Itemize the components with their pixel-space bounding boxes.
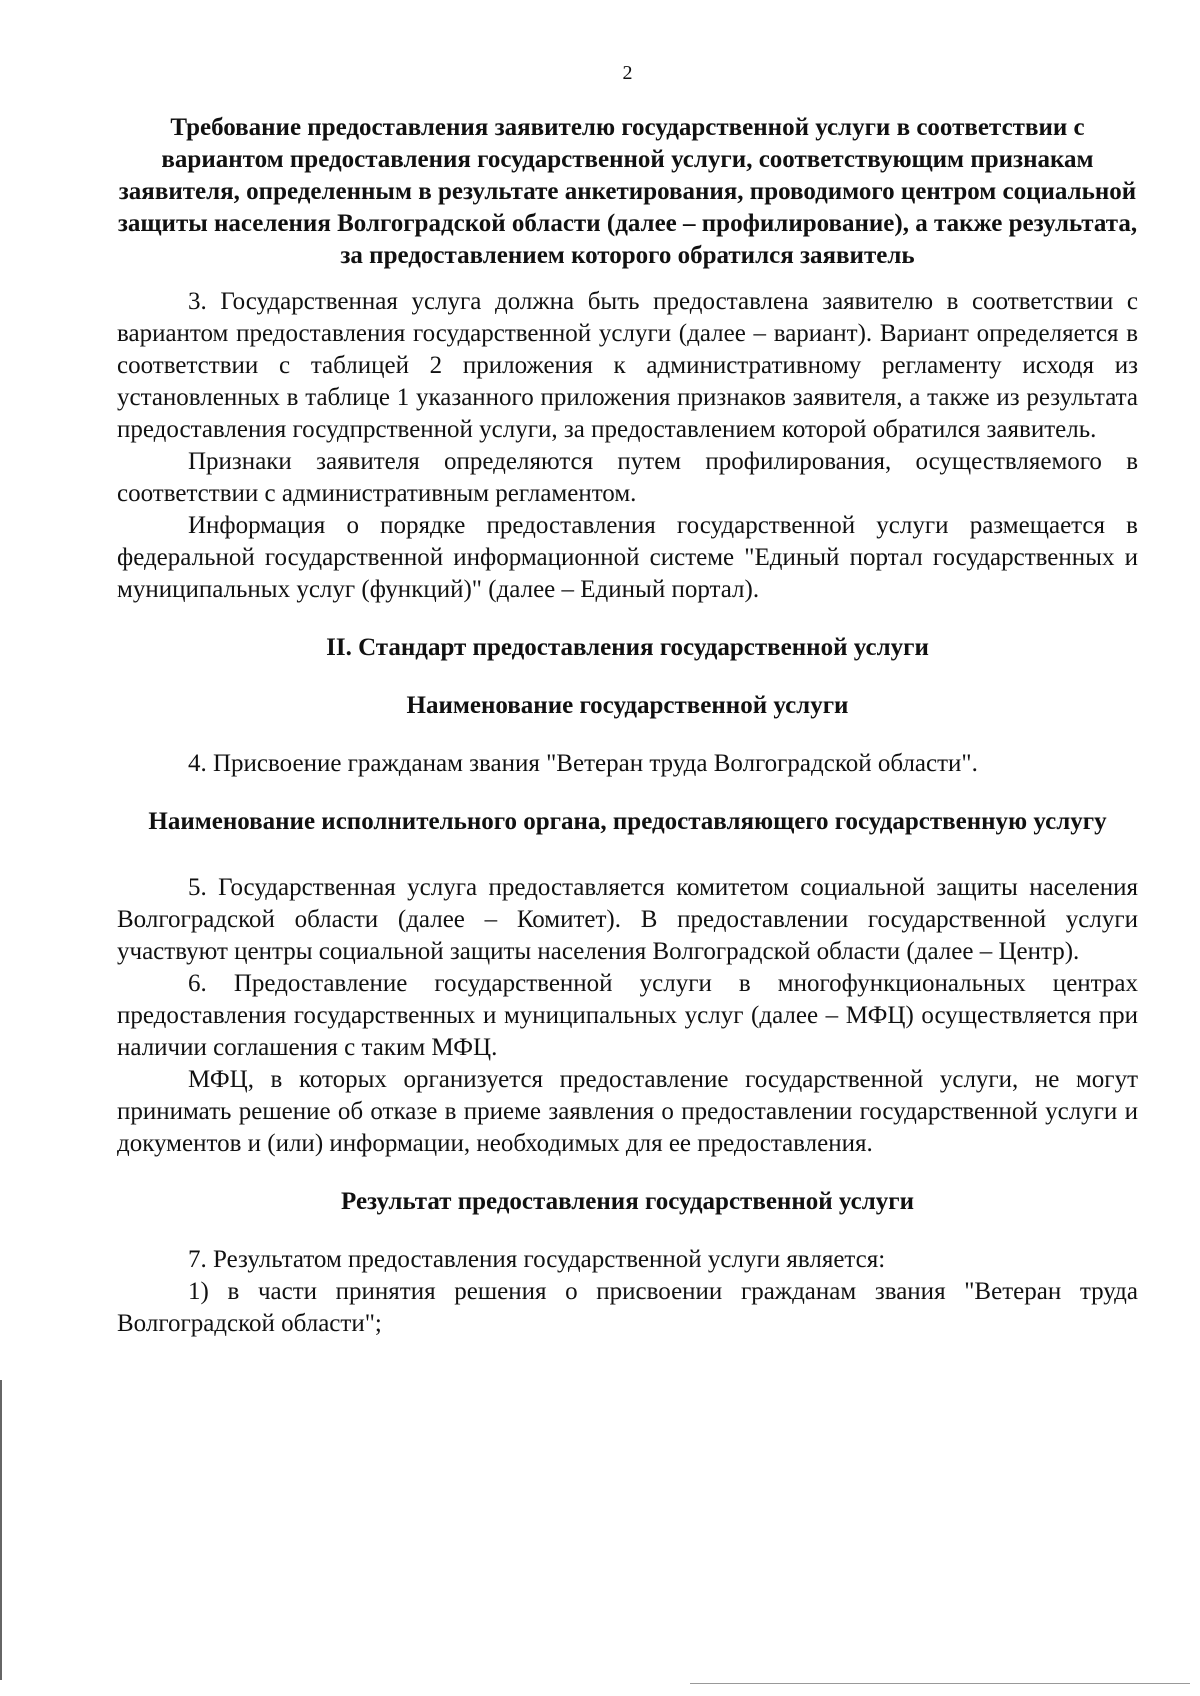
heading-requirement: Требование предоставления заявителю государственной услуги в соответствии с вариантом предоставления государственной услуги, соответствующим признакам заявителя, определенным в результате анкетирования, проводимого центром социальной защиты населения Волгоградской области (далее – профилирование), а также результата, за предоставлением которого обратился заявитель: [117, 114, 1138, 269]
scan-bottom-line: [690, 1683, 1190, 1684]
paragraph-6: 6. Предоставление государственной услуги в многофункциональных центрах предоставления государственных и муниципальных услуг (далее – МФЦ) осуществляется при наличии соглашения с таким МФЦ.: [117, 970, 1138, 1061]
paragraph-7-item-1: 1) в части принятия решения о присвоении гражданам звания "Ветеран труда Волгоградской области";: [117, 1278, 1138, 1337]
paragraph-4: 4. Присвоение гражданам звания "Ветеран труда Волгоградской области".: [188, 750, 978, 777]
heading-result: Результат предоставления государственной услуги: [341, 1188, 914, 1215]
heading-section-2: II. Стандарт предоставления государственной услуги: [326, 634, 929, 661]
paragraph-5: 5. Государственная услуга предоставляется комитетом социальной защиты населения Волгоградской области (далее – Комитет). В предоставлении государственной услуги участвуют центры социальной защиты населения Волгоградской области (далее – Центр).: [117, 874, 1138, 965]
document-body: [117, 112, 1138, 1340]
paragraph-3-portal: Информация о порядке предоставления государственной услуги размещается в федеральной государственной информационной системе "Единый портал государственных и муниципальных услуг (функций)" (далее – Единый портал).: [117, 512, 1138, 603]
paragraph-6-mfc: МФЦ, в которых организуется предоставление государственной услуги, не могут принимать решение об отказе в приеме заявления о предоставлении государственной услуги и документов и (или) информации, необходимых для ее предоставления.: [117, 1066, 1138, 1157]
page-number: 2: [622, 62, 633, 84]
paragraph-3-profiling: Признаки заявителя определяются путем профилирования, осуществляемого в соответствии с административным регламентом.: [117, 448, 1138, 507]
scan-edge-line: [0, 1380, 2, 1680]
paragraph-3: 3. Государственная услуга должна быть предоставлена заявителю в соответствии с вариантом предоставления государственной услуги (далее – вариант). Вариант определяется в соответствии с таблицей 2 приложения к административному регламенту исходя из установленных в таблице 1 указанного приложения признаков заявителя, а также из результата предоставления госудпрственной услуги, за предоставлением которой обратился заявитель.: [117, 288, 1138, 443]
heading-service-name: Наименование государственной услуги: [406, 692, 849, 719]
heading-executive-body: Наименование исполнительного органа, предоставляющего государственную услугу: [148, 808, 1107, 835]
paragraph-7: 7. Результатом предоставления государственной услуги является:: [188, 1246, 886, 1273]
